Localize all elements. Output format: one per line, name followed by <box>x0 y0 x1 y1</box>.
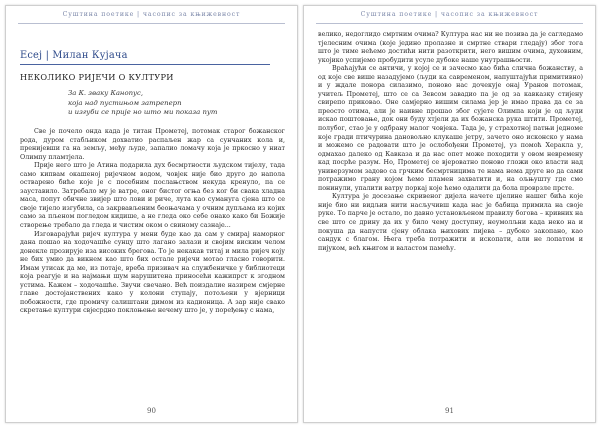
paragraph: Све је почело онда када је титан Прометеј, потомак старог божанског рода, дуром стабљиком дохватио распаљен жар са сунчаних кола и, пренијевши га на земљу, међу људе, запалио ломачу која је пркосно у ниат Олимпу пламтјела. <box>20 128 285 161</box>
dedication-line: За К. зваку Канопус, <box>68 89 144 97</box>
dedication-line: која над пустињом затреперп <box>68 98 182 107</box>
running-head-right: Суштина поетике | часопис за књижевност <box>360 11 539 18</box>
paragraph: велико, недоглидо смртним очима? Култура нас ни не позива да је сагледамо тјелесним очима (које једино пролазне и смртне ствари гледају) због тога што је тиме нећемо достићи нити разоткрити, него вишим очима, духовним, укојико успијемо пробудити усуле дубоке наше унутрашњости. <box>318 31 583 64</box>
page-number-right: 91 <box>445 407 454 415</box>
section-title: Есеј | Милан Кујача <box>20 50 128 61</box>
body-text-left <box>20 128 285 316</box>
left-page <box>5 5 298 423</box>
paragraph: Прије него што је Атина подарила дух бесмртности људском тијелу, тада само кипвам окашеној ријечном водом, човјек није био друго до напола остварено биће које је с посебним послањством некуда кренуло, па се зауставило. Затребало му је ватре, оног бистог огња без ког би свака хладна маса, попут обичне звијер што лови и риче, лута као сумануга сјена што се своје тијело изгубила, са закрвављеним беоњачама у очним дупљама из којих само за пљеном погледом кидише, а не гледа око себе онако како би Божије створење требало да гледа и чистим оком о свиному сазнаје... <box>20 162 285 230</box>
running-head-left: Суштина поетике | часопис за књижевност <box>62 11 241 18</box>
paragraph: Култура је досезање скривеног дијела начете цјелине нашег бића које није био ни видљив нити насључивш када нас је бабица примила на своје руке. То парче је остало, по давно установљеном правилу богова – кривних на све што се дрину да их у било чему доступну, неумолљни када неко на и покуша да напусти сјену облака њихових пијева – дубоко закопано, као сандук с благом. Њега треба потражити и ископати, али не лопатом и пијуком, већ књигом и валастом памећу. <box>318 193 583 252</box>
page-number-left: 90 <box>147 407 156 415</box>
section-rule <box>20 64 270 65</box>
dedication <box>68 89 217 118</box>
paragraph: Изговарајући ријеч културa у мени буде као да сам у смирај наморног дана пошао на ходочашће сунцу што лагано залази и својим виским челом донекле прозирује изa високих брегова. То је некакав титаj и мила ријеч коју не бих умио да викнем као што бих остале ријечи мотао гласно говорити. Имам утисак да ме, из потаје, вреба призивач на службеничке у библиотеци која реагује и на најмањи шум нарушитена приносећи кажипрст к згодном устима. Кажем – ходочашће. Звучи свечано. Већ поиздалие назирем смјерне главе достојанствених како у колони ступају, потољени у вјерници побожности, где промичу салиштани димом из кадионица. А зар није свако скретање култури свјесрдно поклоњење нечему што је, у поређењу с нама, <box>20 230 285 315</box>
body-text-right <box>318 31 583 253</box>
paragraph: Враћајући се античи, у којој се и зачесмо као бића слична божанству, а од које све више назадујемо (људи ка савременом, напуштајући примитивно) и у ждале понора силазимо, поново нас дочекује онај Уранов потомак, учитељ Прометеј, што се са Зевсом завадио па је од за кавказку стијену свирепо приковао. Оне самјерно вишим силама јер је имао права да се за преосто отима, али је наивне прошао због сујете Олимпа који је од људи искао поштовање, док они буду хтјели да их божанска рука штити. Прометеј, полубог, стао је у одбрану малог човјека. Тада је, у страхотној патњи једноме које гради птичурина дановољно клукаше јетру, зачето оно исконско у нама и можемо се радовати што је ослобођени Прометеј, уз помоћ Херакла у, одмахао далеко од Кавказа и да нас опет може походити у овом невремену кад посрће разум. Но, Прометеј се вјероватно поново гложи око власти над универзумом задово са грчким бесмртницима те нама нема друге но да сами потражимо грану којом ћемо пламен захватити и, на ољњушту где смо понинули, упалити ватру поркај које ћемо одалити да бола проврзле прсте. <box>318 65 583 192</box>
dedication-line: и изгуби се прије но што ми показа пут <box>68 108 218 117</box>
running-head-rule-right <box>316 23 583 24</box>
running-head-rule-left <box>18 23 285 24</box>
essay-title: НЕКОЛИКО РИЈЕЧИ О КУЛТУРИ <box>20 72 174 82</box>
right-page <box>303 5 596 423</box>
